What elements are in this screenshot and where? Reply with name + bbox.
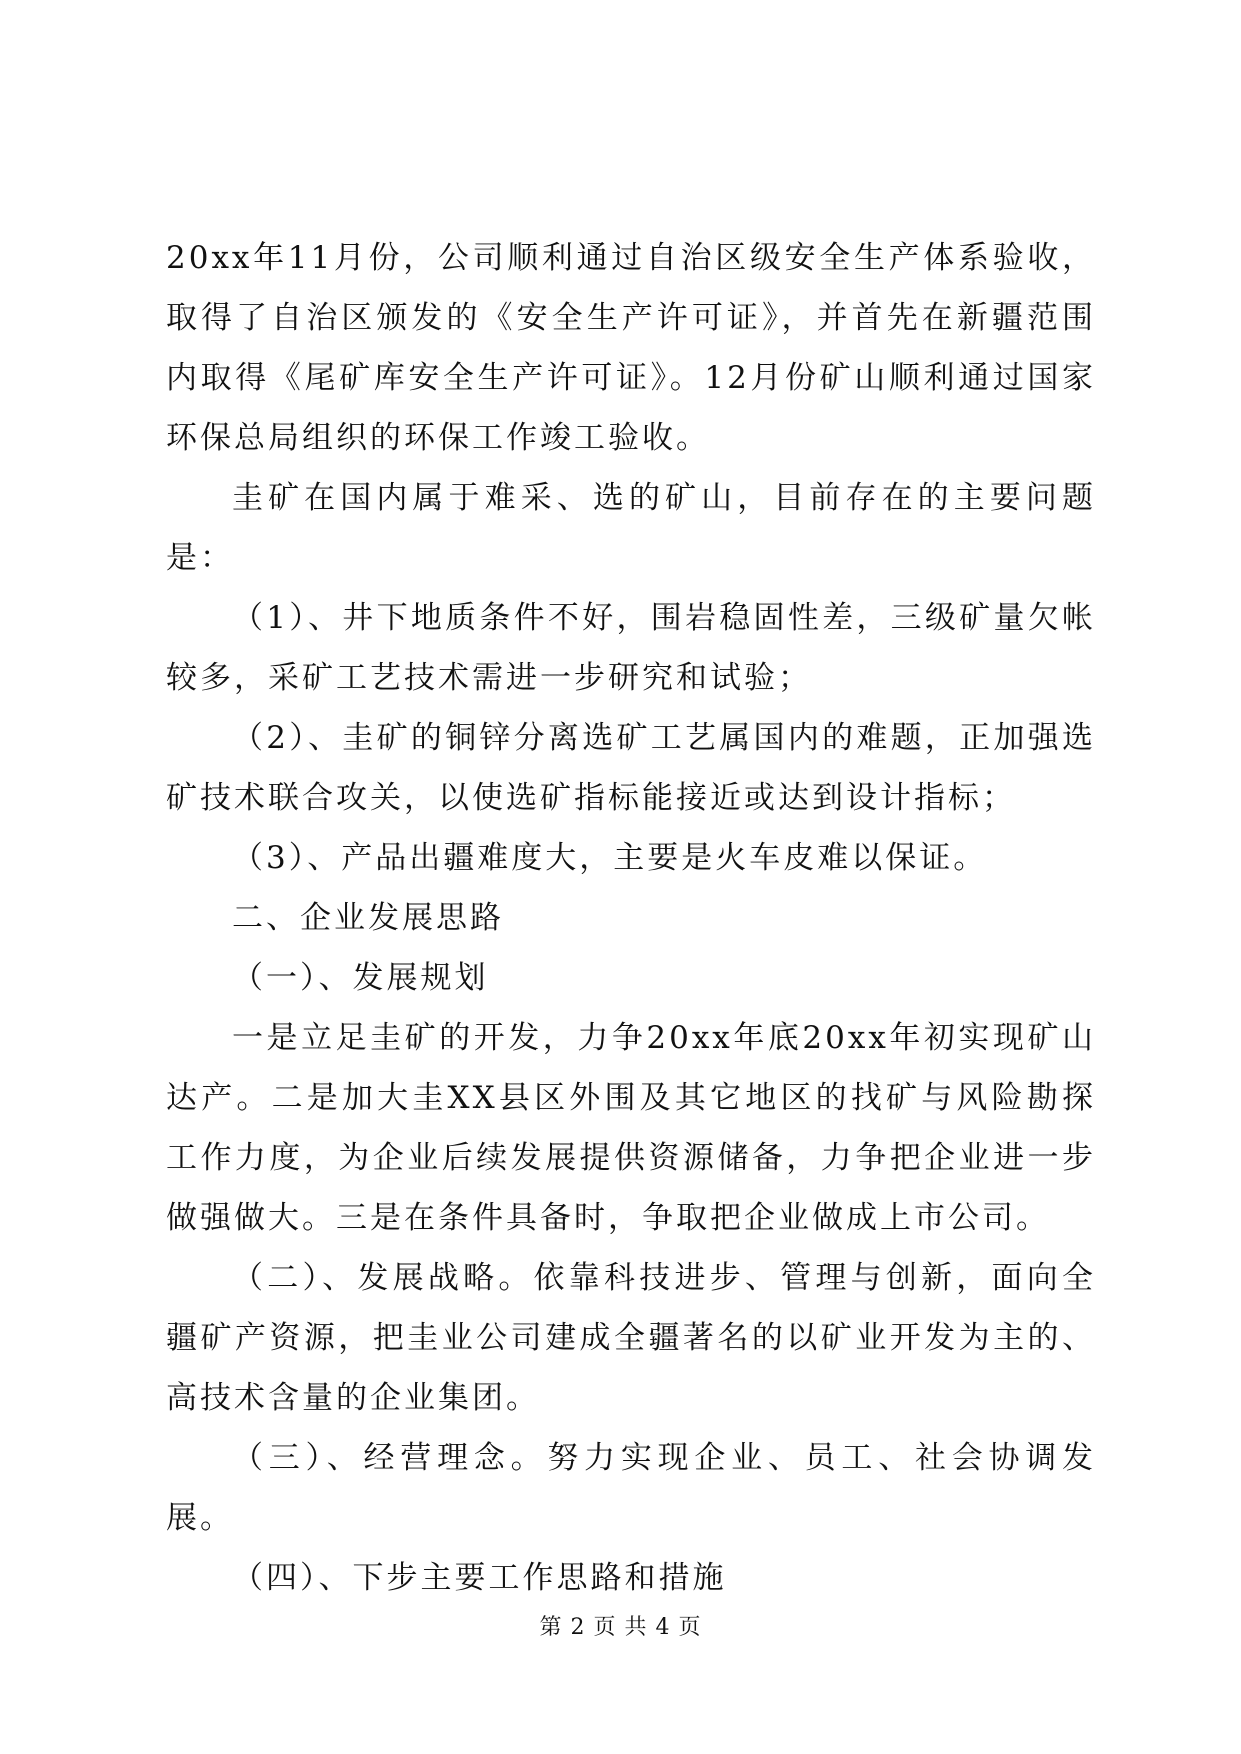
subsection-heading-4: （四）、下步主要工作思路和措施 <box>232 1560 727 1596</box>
paragraph-plan: 一是立足圭矿的开发，力争20xx年底20xx年初实现矿山达产。二是加大圭XX县区外围及其它地区的找矿与风险勘探工作力度，为企业后续发展提供资源储备，力争把企业进一步做强做大。三是在条件具备时，争取把企业做成上市公司。 <box>166 1020 1096 1236</box>
paragraph-3: （1）、井下地质条件不好，围岩稳固性差，三级矿量欠帐较多，采矿工艺技术需进一步研究和试验； <box>166 600 1096 696</box>
paragraph-strategy: （二）、发展战略。依靠科技进步、管理与创新，面向全疆矿产资源，把圭业公司建成全疆著名的以矿业开发为主的、高技术含量的企业集团。 <box>166 1260 1096 1416</box>
paragraph-philosophy: （三）、经营理念。努力实现企业、员工、社会协调发展。 <box>166 1440 1096 1536</box>
paragraph-5: （3）、产品出疆难度大，主要是火车皮难以保证。 <box>232 840 988 876</box>
section-heading-2: 二、企业发展思路 <box>232 900 504 936</box>
page-footer: 第 2 页 共 4 页 <box>539 1615 702 1640</box>
paragraph-4: （2）、圭矿的铜锌分离选矿工艺属国内的难题，正加强选矿技术联合攻关，以使选矿指标能接近或达到设计指标； <box>166 720 1096 816</box>
paragraph-2: 圭矿在国内属于难采、选的矿山，目前存在的主要问题是： <box>166 480 1096 576</box>
document-body <box>166 228 1096 1608</box>
subsection-heading-1: （一）、发展规划 <box>232 960 489 996</box>
paragraph-1: 20xx年11月份，公司顺利通过自治区级安全生产体系验收，取得了自治区颁发的《安全生产许可证》，并首先在新疆范围内取得《尾矿库安全生产许可证》。12月份矿山顺利通过国家环保总局组织的环保工作竣工验收。 <box>166 240 1096 456</box>
